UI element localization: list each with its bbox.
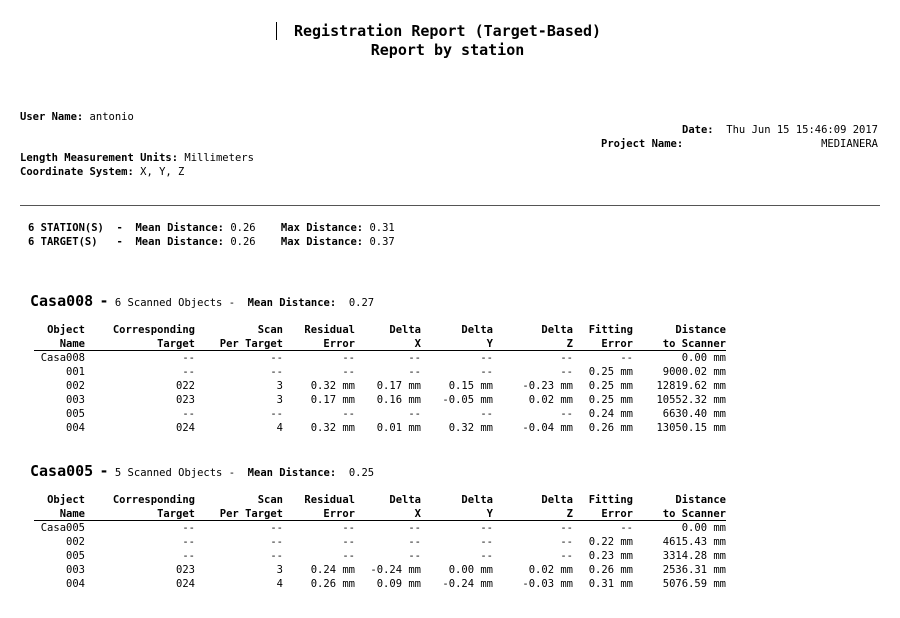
table-row (34, 549, 726, 563)
cell-delta-z: -- (560, 366, 573, 378)
cell-scan-per-target: -- (270, 550, 283, 562)
cell-corresponding-target: 024 (176, 422, 195, 434)
cell-corresponding-target: -- (182, 366, 195, 378)
cell-residual-error: -- (342, 536, 355, 548)
cell-scan-per-target: -- (270, 522, 283, 534)
table-row (34, 379, 726, 393)
stations-mean-value: 0.26 (230, 222, 256, 234)
cell-delta-y: -- (480, 366, 493, 378)
cell-residual-error: -- (342, 408, 355, 420)
cell-delta-x: -- (408, 352, 421, 364)
table-row (34, 393, 726, 407)
cell-corresponding-target: -- (182, 550, 195, 562)
station-mean-value: 0.27 (348, 297, 375, 309)
column-header-fitting-error: Fitting (588, 324, 633, 336)
cell-residual-error: 0.32 mm (310, 422, 355, 434)
date-line (682, 124, 878, 136)
cell-delta-x: 0.16 mm (376, 394, 421, 406)
column-subheader-delta-z: Z (493, 507, 573, 521)
table-row (34, 407, 726, 421)
cell-fitting-error: 0.26 mm (588, 564, 633, 576)
column-subheader-scan-per-target: Per Target (195, 337, 283, 351)
column-subheader-residual-error: Error (283, 337, 355, 351)
cell-scan-per-target: -- (270, 366, 283, 378)
cell-distance-to-scanner: 4615.43 mm (662, 536, 726, 548)
column-subheader-distance-to-scanner: to Scanner (633, 507, 726, 521)
cell-corresponding-target: 023 (176, 564, 195, 576)
separator-rule (20, 205, 880, 206)
cell-corresponding-target: 023 (176, 394, 195, 406)
cell-residual-error: -- (342, 352, 355, 364)
column-header-corresponding-target: Corresponding (112, 324, 195, 336)
targets-mean-value: 0.26 (230, 236, 256, 248)
stations-count-label: 6 STATION(S) - (28, 222, 123, 234)
station-section-header (30, 462, 374, 480)
cell-corresponding-target: -- (182, 536, 195, 548)
column-subheader-fitting-error: Error (573, 507, 633, 521)
cell-fitting-error: 0.26 mm (588, 422, 633, 434)
cell-distance-to-scanner: 9000.02 mm (662, 366, 726, 378)
cell-fitting-error: 0.23 mm (588, 550, 633, 562)
cell-delta-z: 0.02 mm (528, 394, 573, 406)
table-header-row (34, 337, 726, 351)
cell-delta-y: -0.05 mm (442, 394, 493, 406)
report-subtitle: Report by station (370, 41, 525, 59)
cell-fitting-error: 0.31 mm (588, 578, 633, 590)
cell-distance-to-scanner: 0.00 mm (681, 522, 726, 534)
cell-delta-y: -- (480, 352, 493, 364)
scanned-objects-count: 5 Scanned Objects - (114, 467, 236, 479)
project-name-value: MEDIANERA (821, 138, 878, 150)
column-header-object-name: Object (47, 324, 85, 336)
cell-fitting-error: 0.25 mm (588, 394, 633, 406)
column-header-delta-z: Delta (541, 324, 573, 336)
cell-corresponding-target: -- (182, 522, 195, 534)
cell-corresponding-target: -- (182, 352, 195, 364)
cell-object-name: 003 (66, 394, 85, 406)
column-header-distance-to-scanner: Distance (675, 324, 726, 336)
cell-scan-per-target: 3 (276, 564, 283, 576)
cell-delta-x: 0.17 mm (376, 380, 421, 392)
cell-object-name: 005 (66, 550, 85, 562)
column-subheader-object-name: Name (34, 337, 85, 351)
stations-max-label: Max Distance: (280, 222, 364, 234)
cell-scan-per-target: 3 (276, 394, 283, 406)
scanned-objects-count: 6 Scanned Objects - (114, 297, 236, 309)
table-row (34, 535, 726, 549)
cell-distance-to-scanner: 3314.28 mm (662, 550, 726, 562)
cell-delta-z: -0.03 mm (522, 578, 573, 590)
cell-residual-error: 0.17 mm (310, 394, 355, 406)
cell-corresponding-target: 022 (176, 380, 195, 392)
column-header-scan-per-target: Scan (257, 494, 283, 506)
cell-distance-to-scanner: 0.00 mm (681, 352, 726, 364)
column-header-residual-error: Residual (304, 324, 355, 336)
targets-mean-label: Mean Distance: (135, 236, 224, 248)
station-name: Casa008 (30, 292, 94, 310)
column-header-residual-error: Residual (304, 494, 355, 506)
user-name-line (20, 111, 134, 123)
cell-delta-z: -- (560, 408, 573, 420)
units-label: Length Measurement Units: (20, 152, 179, 164)
report-title: Registration Report (Target-Based) (293, 22, 602, 40)
column-subheader-delta-y: Y (421, 507, 493, 521)
column-subheader-delta-z: Z (493, 337, 573, 351)
cell-distance-to-scanner: 5076.59 mm (662, 578, 726, 590)
cell-residual-error: -- (342, 366, 355, 378)
cell-fitting-error: -- (620, 352, 633, 364)
column-subheader-delta-y: Y (421, 337, 493, 351)
project-name-label: Project Name: (601, 138, 684, 150)
cell-corresponding-target: -- (182, 408, 195, 420)
date-label: Date: (682, 124, 714, 136)
cell-delta-x: -- (408, 408, 421, 420)
cell-object-name: 002 (66, 536, 85, 548)
targets-max-value: 0.37 (369, 236, 395, 248)
table-row (34, 421, 726, 435)
cell-object-name: Casa005 (40, 522, 85, 534)
coordinate-system-line (20, 166, 184, 178)
user-name-value: antonio (89, 111, 134, 123)
cell-scan-per-target: -- (270, 352, 283, 364)
column-subheader-residual-error: Error (283, 507, 355, 521)
column-header-delta-x: Delta (389, 324, 421, 336)
cell-object-name: 005 (66, 408, 85, 420)
station-table (34, 323, 726, 435)
cell-object-name: 002 (66, 380, 85, 392)
cell-residual-error: 0.32 mm (310, 380, 355, 392)
cell-residual-error: 0.24 mm (310, 564, 355, 576)
units-line (20, 152, 254, 164)
cell-distance-to-scanner: 2536.31 mm (662, 564, 726, 576)
cell-delta-z: -- (560, 536, 573, 548)
station-name: Casa005 (30, 462, 94, 480)
cell-scan-per-target: -- (270, 408, 283, 420)
cell-residual-error: 0.26 mm (310, 578, 355, 590)
cell-object-name: Casa008 (40, 352, 85, 364)
cell-delta-z: -- (560, 522, 573, 534)
cell-object-name: 004 (66, 422, 85, 434)
cell-corresponding-target: 024 (176, 578, 195, 590)
station-dash: - (99, 292, 109, 310)
cell-delta-y: 0.15 mm (448, 380, 493, 392)
column-subheader-delta-x: X (355, 507, 421, 521)
cell-object-name: 004 (66, 578, 85, 590)
column-subheader-delta-x: X (355, 337, 421, 351)
column-header-corresponding-target: Corresponding (112, 494, 195, 506)
column-header-delta-y: Delta (461, 324, 493, 336)
cell-delta-y: -- (480, 522, 493, 534)
column-header-delta-x: Delta (389, 494, 421, 506)
user-name-label: User Name: (20, 111, 84, 123)
coordinate-system-label: Coordinate System: (20, 166, 134, 178)
cell-fitting-error: -- (620, 522, 633, 534)
units-value: Millimeters (184, 152, 254, 164)
cell-object-name: 001 (66, 366, 85, 378)
cell-delta-y: -- (480, 408, 493, 420)
cell-fitting-error: 0.22 mm (588, 536, 633, 548)
date-value: Thu Jun 15 15:46:09 2017 (726, 124, 878, 136)
cell-delta-z: -- (560, 550, 573, 562)
table-row (34, 521, 726, 535)
cell-delta-y: -- (480, 550, 493, 562)
stations-summary (28, 222, 395, 234)
table-header-row (34, 323, 726, 337)
cell-distance-to-scanner: 6630.40 mm (662, 408, 726, 420)
cell-object-name: 003 (66, 564, 85, 576)
cell-delta-x: 0.09 mm (376, 578, 421, 590)
column-subheader-corresponding-target: Target (85, 507, 195, 521)
table-row (34, 351, 726, 365)
column-subheader-object-name: Name (34, 507, 85, 521)
cell-fitting-error: 0.24 mm (588, 408, 633, 420)
column-header-scan-per-target: Scan (257, 324, 283, 336)
cell-residual-error: -- (342, 522, 355, 534)
column-subheader-distance-to-scanner: to Scanner (633, 337, 726, 351)
table-row (34, 563, 726, 577)
cell-scan-per-target: 3 (276, 380, 283, 392)
cell-scan-per-target: 4 (276, 578, 283, 590)
cell-scan-per-target: -- (270, 536, 283, 548)
cell-delta-x: -- (408, 550, 421, 562)
coordinate-system-value: X, Y, Z (140, 166, 185, 178)
station-mean-label: Mean Distance: (247, 467, 337, 479)
station-mean-label: Mean Distance: (247, 297, 337, 309)
table-header-row (34, 493, 726, 507)
cell-fitting-error: 0.25 mm (588, 380, 633, 392)
cell-delta-z: -0.04 mm (522, 422, 573, 434)
table-header-row (34, 507, 726, 521)
cell-distance-to-scanner: 10552.32 mm (656, 394, 726, 406)
cell-residual-error: -- (342, 550, 355, 562)
cell-delta-x: -- (408, 366, 421, 378)
column-header-distance-to-scanner: Distance (675, 494, 726, 506)
column-subheader-fitting-error: Error (573, 337, 633, 351)
cell-delta-x: 0.01 mm (376, 422, 421, 434)
targets-count-label: 6 TARGET(S) - (28, 236, 123, 248)
cell-delta-x: -- (408, 522, 421, 534)
station-mean-value: 0.25 (348, 467, 375, 479)
station-dash: - (99, 462, 109, 480)
column-subheader-scan-per-target: Per Target (195, 507, 283, 521)
column-header-delta-z: Delta (541, 494, 573, 506)
cell-fitting-error: 0.25 mm (588, 366, 633, 378)
cell-delta-y: 0.00 mm (448, 564, 493, 576)
cell-delta-y: -0.24 mm (442, 578, 493, 590)
column-subheader-corresponding-target: Target (85, 337, 195, 351)
cell-delta-x: -- (408, 536, 421, 548)
table-row (34, 365, 726, 379)
station-section-header (30, 292, 374, 310)
cell-scan-per-target: 4 (276, 422, 283, 434)
targets-max-label: Max Distance: (280, 236, 364, 248)
cell-delta-x: -0.24 mm (370, 564, 421, 576)
column-header-delta-y: Delta (461, 494, 493, 506)
cell-distance-to-scanner: 13050.15 mm (656, 422, 726, 434)
stations-max-value: 0.31 (369, 222, 395, 234)
stations-mean-label: Mean Distance: (135, 222, 224, 234)
column-header-object-name: Object (47, 494, 85, 506)
cell-delta-y: -- (480, 536, 493, 548)
targets-summary (28, 236, 395, 248)
station-table (34, 493, 726, 591)
cell-delta-y: 0.32 mm (448, 422, 493, 434)
cell-distance-to-scanner: 12819.62 mm (656, 380, 726, 392)
column-header-fitting-error: Fitting (588, 494, 633, 506)
cell-delta-z: 0.02 mm (528, 564, 573, 576)
table-row (34, 577, 726, 591)
cell-delta-z: -0.23 mm (522, 380, 573, 392)
cell-delta-z: -- (560, 352, 573, 364)
